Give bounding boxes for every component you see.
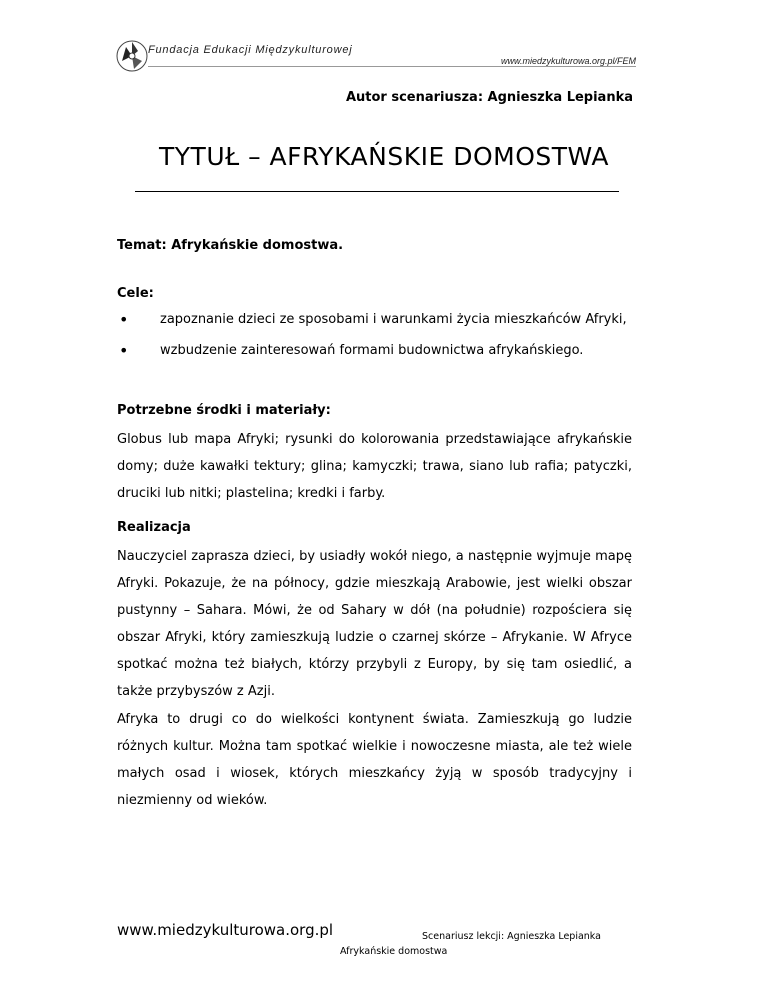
realization-paragraph-2: Afryka to drugi co do wielkości kontynent świata. Zamieszkują go ludzie różnych kultur. Można tam spotkać wielkie i nowoczesne miasta, ale też wiele małych osad i wiosek, których mieszkańcy żyją w sposób tradycyjny i niezmienny od wieków. xyxy=(117,712,632,808)
materials-section xyxy=(117,403,632,507)
header-url: www.miedzykulturowa.org.pl/FEM xyxy=(500,56,636,66)
materials-label: Potrzebne środki i materiały: xyxy=(117,403,331,418)
realization-paragraph-1: Nauczyciel zaprasza dzieci, by usiadły wokół niego, a następnie wyjmuje mapę Afryki. Pokazuje, że na północy, gdzie mieszkają Arabowie, jest wielki obszar pustynny – Sahara. Mówi, że od Sahary w dół (na południe) rozpościera się obszar Afryki, który zamieszkują ludzie o czarnej skórze – Afrykanie. W Afryce spotkać można też białych, którzy przybyli z Europy, by się tam osiedlić, a także przybyszów z Azji. xyxy=(117,549,632,699)
realization-section xyxy=(117,520,632,705)
footer-credit-title: Afrykańskie domostwa xyxy=(340,946,448,957)
page-title: TYTUŁ – AFRYKAŃSKIE DOMOSTWA xyxy=(159,142,609,171)
author-line: Autor scenariusza: Agnieszka Lepianka xyxy=(345,90,633,105)
materials-text: Globus lub mapa Afryki; rysunki do kolorowania przedstawiające afrykańskie domy; duże kawałki tektury; glina; kamyczki; trawa, siano lub rafia; patyczki, druciki lub nitki; plastelina; kredki i farby. xyxy=(117,432,632,501)
goals-label: Cele: xyxy=(117,286,154,301)
goals-section xyxy=(117,286,632,363)
realization-label: Realizacja xyxy=(117,520,191,535)
header-divider xyxy=(148,66,636,67)
topic-heading: Temat: Afrykańskie domostwa. xyxy=(117,238,344,253)
organization-name: Fundacja Edukacji Międzykulturowej xyxy=(148,44,353,56)
footer-credit xyxy=(340,929,620,959)
footer-credit-author: Scenariusz lekcji: Agnieszka Lepianka xyxy=(422,931,601,942)
goal-item: • zapoznanie dzieci ze sposobami i warunkami życia mieszkańców Afryki, xyxy=(117,307,632,332)
foundation-logo-icon xyxy=(116,39,148,73)
title-underline xyxy=(135,191,619,192)
footer-url: www.miedzykulturowa.org.pl xyxy=(117,921,334,939)
goal-item: • wzbudzenie zainteresowań formami budownictwa afrykańskiego. xyxy=(117,338,632,363)
goals-list xyxy=(117,307,632,363)
